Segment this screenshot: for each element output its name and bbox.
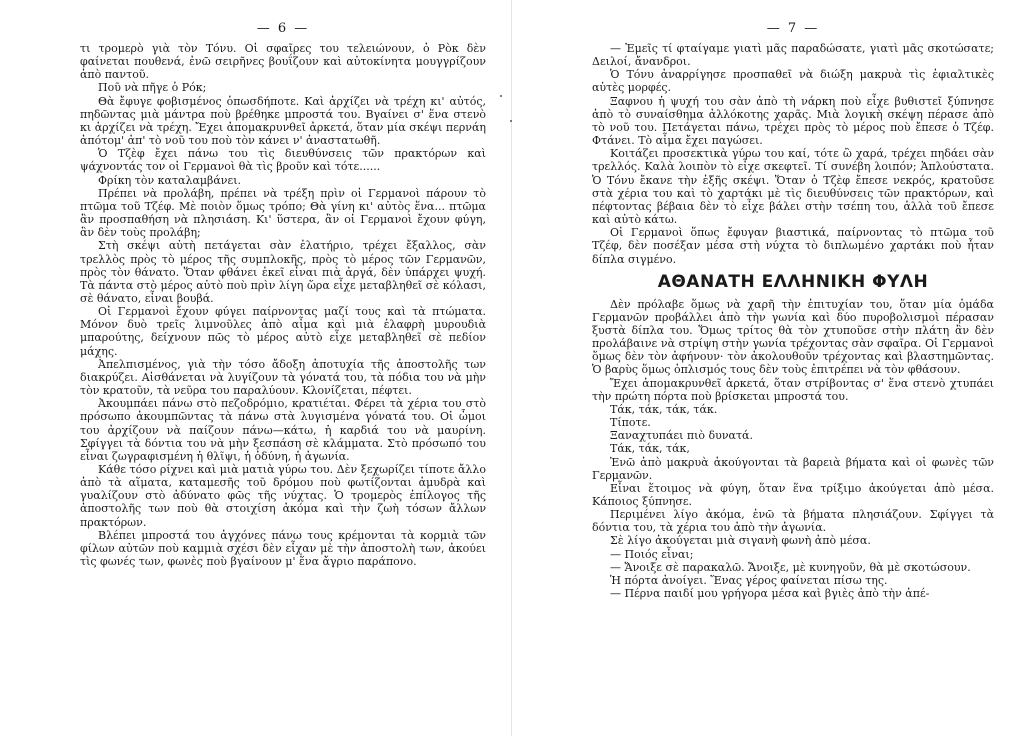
paragraph: — Ποιός εἶναι; [610, 547, 694, 561]
paragraph: — Ἄνοιξε σὲ παρακαλῶ. Ἄνοιξε, μὲ κυνηγοῦν, θὰ μὲ σκοτώσουν. [610, 560, 971, 574]
paragraph: Βλέπει μπροστά του ἀγχόνες πάνω τους κρέμονται τὰ κορμιὰ τῶν φίλων αὐτῶν ποὺ καμμιὰ σχέσι δὲν εἶχαν μὲ τὴν ἀποστολὴ των, ἀκούει τὶς φωνές των, φωνὲς ποὺ βγαίνουν μ' ἕνα ἄγριο παράπονο. [80, 528, 486, 569]
chapter-heading: ΑΘΑΝΑΤΗ ΕΛΛΗΝΙΚΗ ΦΥΛΗ [657, 271, 929, 292]
paragraph: τι τρομερὸ γιὰ τὸν Τόνυ. Οἱ σφαῖρες του τελειώνουν, ὁ Ρὸκ δὲν φαίνεται πουθενά, ἐνῶ σειρῆνες βουΐζουν καὶ αὐτοκίνητα μουγγρίζουν ἀπὸ παντοῦ. [80, 42, 486, 82]
paragraph: Σὲ λίγο ἀκούγεται μιὰ σιγανὴ φωνὴ ἀπὸ μέσα. [610, 534, 871, 548]
paragraph: Ἡ πόρτα ἀνοίγει. Ἕνας γέρος φαίνεται πίσω της. [610, 573, 888, 587]
paragraph: Φρίκη τὸν καταλαμβάνει. [98, 173, 241, 187]
paragraph: Τίποτε. [610, 416, 651, 430]
paragraph: Ξαφνου ἡ ψυχή του σὰν ἀπὸ τὴ νάρκη ποὺ εἶχε βυθιστεῖ ξύπνησε ἀπὸ τὸ συναίσθημα ἀλλόκοτης χαρᾶς. Μιὰ λογικὴ σκέψη πέρασε ἀπὸ τὸ νοῦ του. Πετάγεται πάνω, τρέχει πρὸς τὸ μέρος ποὺ ἔπεσε ὁ Τζέφ. Φτάνει. Τὸ αἷμα ἔχει παγώσει. [592, 94, 994, 148]
paragraph: — Ἐμεῖς τί φταίγαμε γιατὶ μᾶς παραδώσατε, γιατὶ μᾶς σκοτώσατε; Δειλοί, ἄνανδροι. [592, 42, 994, 69]
paragraph: Ὁ Τζὲφ ἔχει πάνω του τὶς διευθύνσεις τῶν πρακτόρων καὶ ψάχνοντάς τον οἱ Γερμανοὶ θὰ τὶς βροῦν καὶ τότε...... [80, 147, 486, 174]
paragraph: Θὰ ἔφυγε φοβισμένος ὁπωσδήποτε. Καὶ ἀρχίζει νὰ τρέχη κι' αὐτός, πηδῶντας μιὰ μάντρα ποὺ βρέθηκε μπροστά του. Βγαίνει σ' ἕνα στενὸ κι ἀρχίζει νὰ τρέχη. Ἔχει ἀπομακρυνθεῖ ἀρκετά, ὅταν μία σκέψι περνάη ἀπότομ' ἀπ' τὸ νοῦ του ποὺ τὸν κάνει ν' ἀναστατωθῆ. [80, 94, 486, 148]
paragraph: Κοιτάζει προσεκτικὰ γύρω του καί, τότε ὢ χαρά, τρέχει πηδάει σὰν τρελλός. Καλὰ λοιπὸν τὸ εἶχε σκεφτεῖ. Τί συνέβη λοιπόν; Ἁπλούστατα. Ὁ Τόνυ ἔκανε τὴν ἑξῆς σκέψι. Ὅταν ὁ Τζὲφ ἔπεσε νεκρός, κρατοῦσε στὰ χέρια του καὶ τὸ χαρτάκι μὲ τὶς διευθύνσεις τῶν πρακτόρων, καὶ πέφτοντας βέβαια δὲν τὸ εἶχε βάλει στὴν τσέπη του, ἀλλὰ τοῦ ἔπεσε καὶ αὐτὸ κάτω. [592, 147, 994, 227]
page-number: — 7 — [766, 21, 820, 36]
paragraph: Οἱ Γερμανοὶ ἔχουν φύγει παίρνοντας μαζί τους καὶ τὰ πτώματα. Μόνον δυὸ τρεῖς λιμνοῦλες ἀπὸ αἷμα καὶ μιὰ ἐλαφρὴ μυρουδιὰ μπαρούτης, δείχνουν πῶς τὸ μέρος αὐτὸ εἶχε μεταβληθεῖ σὲ πεδίον μάχης. [80, 305, 486, 358]
paragraph: Εἶναι ἕτοιμος νὰ φύγη, ὅταν ἕνα τρίξιμο ἀκούγεται ἀπὸ μέσα. Κάποιος ξύπνησε. [592, 481, 994, 508]
paragraph: Οἱ Γερμανοὶ ὅπως ἔφυγαν βιαστικά, παίρνοντας τὸ πτῶμα τοῦ Τζέφ, δὲν ποσέξαν μέσα στὴ νύχτα τὸ διπλωμένο χαρτάκι ποὺ ἦταν δίπλα σιγμένο. [592, 226, 994, 266]
page-body [592, 42, 994, 600]
paragraph: Ξαναχτυπάει πιὸ δυνατά. [610, 429, 753, 443]
paragraph: Ἐνῶ ἀπὸ μακρυὰ ἀκούγονται τὰ βαρειὰ βήματα καὶ οἱ φωνὲς τῶν Γερμανῶν. [592, 455, 994, 482]
paragraph: Τάκ, τάκ, τάκ, [610, 442, 690, 456]
paragraph: Στὴ σκέψι αὐτὴ πετάγεται σὰν ἐλατήριο, τρέχει ἔξαλλος, σὰν τρελλὸς πρὸς τὸ μέρος τῆς συμπλοκῆς, πρὸς τὸ μέρος τῶν Γερμανῶν, πρὸς τὸν θάνατο. Ὅταν φθάνει ἐκεῖ εἶναι πιὰ ἀργά, δὲν ὑπάρχει ψυχή. Τὰ πάντα στὸ μέρος αὐτὸ ποὺ πρὶν λίγη ὥρα εἶχε μεταβληθεῖ σὲ κόλασι, σὲ θάνατο, εἶναι βουβά. [80, 239, 486, 305]
paragraph: — Πέρνα παιδί μου γρήγορα μέσα καὶ βγιὲς ἀπὸ τὴν ἀπέ- [610, 587, 930, 601]
paragraph: Ὁ Τόνυ ἀναρρίγησε προσπαθεῖ νὰ διώξη μακρυὰ τὶς ἐφιαλτικὲς αὐτὲς μορφές. [592, 68, 994, 95]
paragraph: Ἀπελπισμένος, γιὰ τὴν τόσο ἄδοξη ἀποτυχία τῆς ἀποστολῆς των διακρύζει. Αἰσθάνεται νὰ λυγίζουν τὰ γόνατά του, τὰ πόδια του νὰ μὴν τὸν κρατοῦν, τὰ νεῦρα του παραλύουν. Κλονίζεται, πέφτει. [80, 357, 486, 398]
paragraph: Περιμένει λίγο ἀκόμα, ἐνῶ τὰ βήματα πλησιάζουν. Σφίγγει τὰ δόντια του, τὰ χέρια του ἀπὸ τὴν ἀγωνία. [592, 508, 994, 535]
paragraph: Κάθε τόσο ρίχνει καὶ μιὰ ματιὰ γύρω του. Δὲν ξεχωρίζει τίποτε ἄλλο ἀπὸ τὰ αἵματα, καταμεσῆς τοῦ δρόμου ποὺ φωτίζονται ἀμυδρὰ καὶ γυαλίζουν στὸ ἀδύνατο φῶς τῆς νύχτας. Ὁ τρομερὸς ἐπίλογος τῆς ἀποστολῆς των ποὺ θὰ στοιχίση ἀκόμα καὶ τὴν ζωὴ τόσων ἄλλων πρακτόρων. [80, 463, 486, 529]
paragraph: Δὲν πρόλαβε ὅμως νὰ χαρῆ τὴν ἐπιτυχίαν του, ὅταν μία ὁμάδα Γερμανῶν προβάλλει ἀπὸ τὴν γωνία καὶ δύο πυροβολισμοὶ πέρασαν ξυστὰ δίπλα του. Ὅμως τρίτος θὰ τὸν χτυποῦσε στὴν πλάτη ἂν δὲν προλάβαινε νὰ στρίψη στὴν γωνία τρέχοντας σὰν σφαῖρα. Οἱ Γερμανοὶ ὅμως δὲν τὸν ἀφήνουν· τὸν ἀκολουθοῦν τρέχοντας καὶ βλαστημῶντας. Ὁ βαρὺς ὅμως ὁπλισμός τους δὲν τοὺς ἐπιτρέπει νὰ τὸν φθάσουν. [592, 297, 994, 377]
right-page [512, 0, 1024, 736]
paragraph: Ἔχει ἀπομακρυνθεῖ ἀρκετά, ὅταν στρίβοντας σ' ἕνα στενὸ χτυπάει τὴν πρώτη πόρτα ποὺ βρίσκεται μπροστά του. [592, 376, 994, 403]
paragraph: Ἀκουμπάει πάνω στὸ πεζοδρόμιο, κρατιέται. Φέρει τὰ χέρια του στὸ πρόσωπο ἀκουμπῶντας τὰ πάνω στὰ λυγισμένα γόνατά του. Οἱ ὦμοι του ἀρχίζουν νὰ παίζουν πάνω—κάτω, ἡ καρδιά του νὰ μαυρίνη. Σφίγγει τὰ δόντια του νὰ μὴν ξεσπάση σὲ κλάμματα. Στὸ πρόσωπό του εἶναι ζωγραφισμένη ἡ θλῖψι, ἡ ὀδύνη, ἡ ἀγωνία. [80, 397, 486, 463]
paragraph: Πρέπει νὰ προλάβη, πρέπει νὰ τρέξη πρὶν οἱ Γερμανοὶ πάρουν τὸ πτῶμα τοῦ Τζέφ. Μὲ ποιὸν ὅμως τρόπο; Θὰ γίνη κι' αὐτὸς ἕνα... πτῶμα ἂν προσπαθήση νὰ πλησιάση. Κι' ὕστερα, ἂν οἱ Γερμανοὶ ἔχουν φύγη, ἂν δὲν τοὺς προλάβη; [80, 186, 486, 240]
paragraph: Ποῦ νὰ πῆγε ὁ Ρόκ; [98, 81, 207, 95]
page-number: — 6 — [256, 21, 310, 36]
paragraph: Τάκ, τάκ, τάκ, τάκ. [610, 402, 718, 416]
page-body [80, 42, 486, 568]
